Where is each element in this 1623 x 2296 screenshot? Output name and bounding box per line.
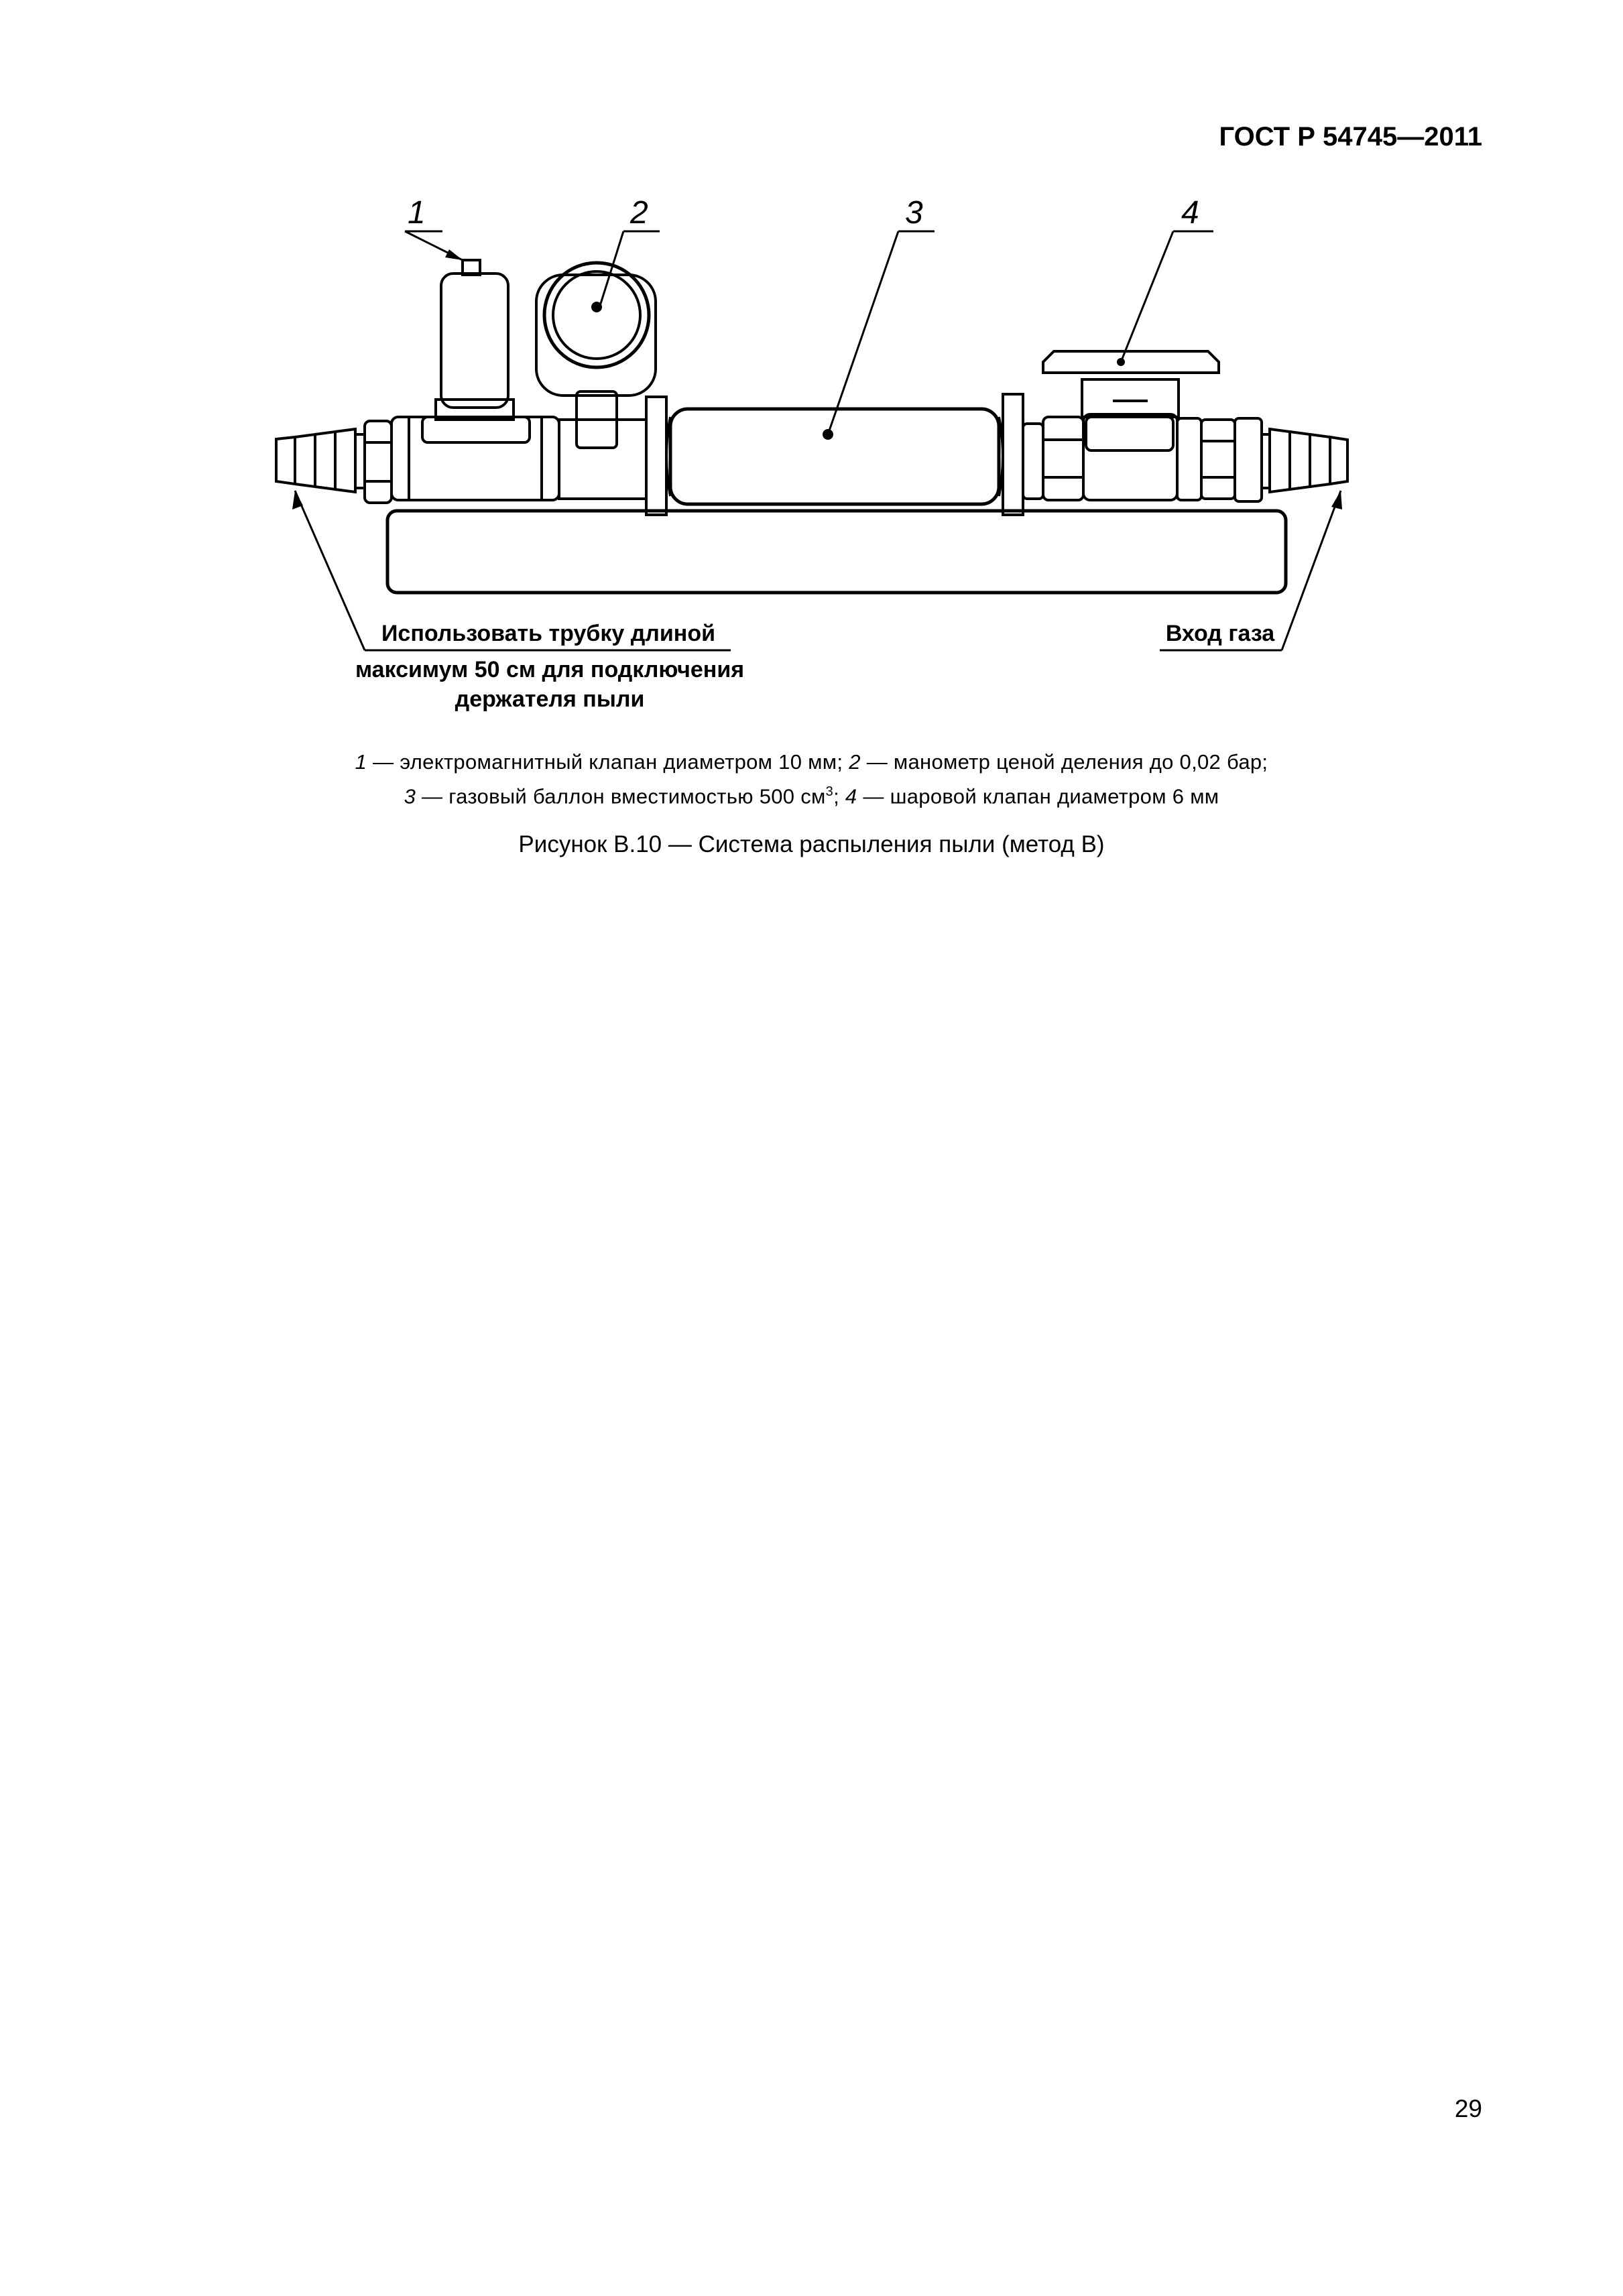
legend-text-1: — электромагнитный клапан диаметром 10 мм; <box>367 750 849 774</box>
left-hose-barb <box>276 429 365 492</box>
note-left-leader <box>295 491 365 650</box>
leader-4 <box>1121 231 1173 362</box>
note-left-line-1: Использовать трубку длиной <box>381 621 716 646</box>
ball-valve-body <box>1083 414 1177 500</box>
legend-num-3: 3 <box>404 784 416 808</box>
solenoid-valve-body <box>392 417 559 500</box>
right-nut <box>1043 417 1083 500</box>
legend-num-1: 1 <box>355 750 367 774</box>
note-right: Вход газа <box>1165 621 1275 646</box>
legend-line-2 <box>0 777 1623 811</box>
leader-3 <box>828 231 898 434</box>
legend-line-1 <box>0 747 1623 777</box>
base-plate <box>387 511 1286 593</box>
legend-text-2: — манометр ценой деления до 0,02 бар; <box>860 750 1268 774</box>
legend-superscript: 3 <box>825 784 834 799</box>
note-left-line-2: максимум 50 см для подключения <box>355 657 745 682</box>
standard-code: ГОСТ Р 54745—2011 <box>1219 122 1482 152</box>
left-nut <box>365 421 392 503</box>
manometer-dial <box>544 263 649 367</box>
callout-4: 4 <box>1181 195 1199 231</box>
callout-3: 3 <box>905 195 923 231</box>
legend-text-3: — газовый баллон вместимостью 500 см <box>416 784 826 808</box>
legend-separator: ; <box>833 784 845 808</box>
callout-2: 2 <box>630 195 648 231</box>
figure-legend <box>0 747 1623 811</box>
legend-num-2: 2 <box>849 750 861 774</box>
right-hose-barb <box>1270 429 1347 492</box>
left-flange <box>646 397 666 515</box>
note-right-leader <box>1282 491 1341 650</box>
solenoid-coil <box>441 274 508 408</box>
ball-valve-handle <box>1043 351 1219 373</box>
figure-dust-dispersion-system <box>0 0 1623 804</box>
figure-drawing <box>0 0 1623 804</box>
figure-caption: Рисунок В.10 — Система распыления пыли (метод В) <box>518 831 1105 857</box>
page-number: 29 <box>1454 2095 1482 2122</box>
gas-cylinder <box>670 409 999 504</box>
legend-num-4: 4 <box>845 784 857 808</box>
legend-text-4: — шаровой клапан диаметром 6 мм <box>857 784 1219 808</box>
callout-1: 1 <box>408 195 426 231</box>
note-left-line-3: держателя пыли <box>455 686 645 712</box>
manometer-housing <box>536 275 656 396</box>
right-flange <box>1003 394 1023 515</box>
